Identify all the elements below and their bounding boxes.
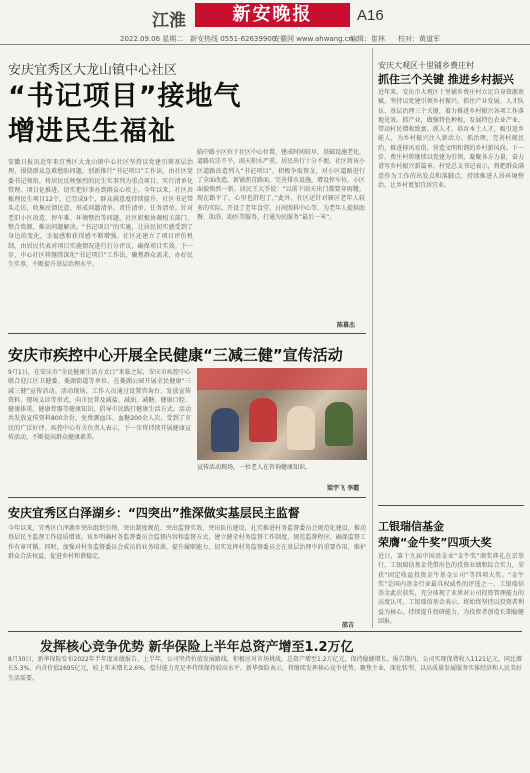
editor: 编辑：崔林 xyxy=(350,35,385,43)
section-rule-2 xyxy=(8,497,366,498)
info-bar xyxy=(0,32,530,44)
article3-byline: 邵吉 xyxy=(342,622,355,629)
column-divider xyxy=(372,48,373,628)
hotline: 新安热线 0551-62639900 xyxy=(190,35,277,43)
side1-title: 抓住三个关键 推进乡村振兴 xyxy=(378,73,514,86)
side1-body: 近年来，安庆市大观区十里铺乡费庄村立足自身资源禀赋，坚持以党建引领乡村振兴，抓住产业发展、人才队伍、基层治理三个关键，着力推进乡村振兴各项工作落地见效。抓产业，做强特色种植，发展特色农业产业，带动村民增收致富。抓人才，培育本土人才，吸引返乡能人，为乡村振兴注入新活力。抓治理，完善村规民约，推进移风易俗，营造文明和谐的乡村新风尚。下一步，费庄村将继续以党建为引领，凝聚各方力量，奋力谱写乡村振兴新篇章。村党总支书记表示，将把群众满意作为工作的出发点和落脚点，持续推进人居环境整治，让乡村更加宜居宜业。 xyxy=(378,89,524,189)
side-rule xyxy=(378,505,524,506)
article2-byline: 梁宇飞 李霞 xyxy=(327,485,360,492)
article1-title-line2: 增进民生福祉 xyxy=(8,116,176,147)
masthead xyxy=(0,0,530,32)
article1-byline: 陈慕杰 xyxy=(337,322,356,329)
article1-kicker: 安庆宜秀区大龙山镇中心社区 xyxy=(8,63,178,78)
section-rule-3 xyxy=(8,631,522,632)
article2-body: 9月1日，在安庆市“全民健康生活方式日”来临之际，安庆市疾控中心联合迎江区卫健委、菱湖街道等单位，在菱湖公园开展全民健康“三减三健”宣传活动。活动现场，工作人员通过设置咨询台、发放宣传资料、现场义诊等形式，向市民普及减盐、减油、减糖、健康口腔、健康体重、健康骨骼等健康知识，倡导市民践行健康生活方式。活动共发放宣传资料800余份，免费测血压、血糖200余人次，受到了市民的广泛好评。疾控中心有关负责人表示，下一步将持续开展健康宣传活动，不断提高群众健康素养。 xyxy=(8,369,191,442)
article1-column2: 临中路小区位于社区中心位置，建成时间较早，基础设施老化，道路坑洼不平，雨天积水严重，居民出行十分不便。社区将该小区道路改造列入“书记项目”，积极争取资金，对小区道路进行了全面改造，新铺沥青路面，完善排水设施，增设停车位，小区面貌焕然一新。居民王大爷说：“以前下雨天出门都要穿雨靴，现在路平了，心里也舒坦了。”此外，社区还针对辖区老年人较多的实际，开设了老年食堂、日间照料中心等，为老年人提供助餐、助浴、助医等服务，打通为民服务“最后一米”。 xyxy=(197,149,365,222)
side2-body: 近日，第十九届中国基金业“金牛奖”颁奖典礼在京举行，工银瑞信基金凭借出色的投资业绩和综合实力，荣获“固定收益投资金牛基金公司”等四项大奖。“金牛奖”是国内基金行业最具权威性的评选之一，工银瑞信基金此次获奖，充分体现了业界对公司投资管理能力的高度认可。工银瑞信基金表示，将始终坚持以投资者利益为核心，持续提升投研能力，为投资者创造长期稳健回报。 xyxy=(378,553,524,626)
article1-column1: 安徽日报讯近年来宜秀区大龙山镇中心社区坚持以党建引领基层治理，围绕群众急难愁盼问题，创新推行“书记项目”工作法，由社区党委书记领衔，将居民反映强烈的民生实事列为重点项目，实行清单化管理、项目化推进，切实把好事办到群众心坎上。今年以来，社区共梳理民生项目12个，已完成9个，群众满意度持续提升。社区书记带头走访，收集民情民意，形成问题清单、责任清单、任务清单。针对老旧小区改造、停车难、环境整治等问题，社区积极协调相关部门，整合资源，推动问题解决。“书记项目”的实施，让居民切实感受到了身边的变化，幸福感和获得感不断增强。社区还建立了项目评价机制，由居民代表对项目实施情况进行打分评议，确保项目实效。下一步，中心社区将继续深化“书记项目”工作法，聚焦群众需求，办好民生实事，不断提升基层治理水平。 xyxy=(8,159,193,269)
proofreader: 校对：黄道军 xyxy=(398,35,440,43)
website: 安徽网 www.ahwang.cn xyxy=(273,35,354,43)
event-photo xyxy=(197,368,367,460)
page-number: A16 xyxy=(357,7,384,24)
article4-title: 发挥核心竞争优势 新华保险上半年总资产增至1.2万亿 xyxy=(40,640,354,655)
side2-kicker: 工银瑞信基金 xyxy=(378,520,444,533)
side1-kicker: 安庆大观区十里铺乡费庄村 xyxy=(378,61,474,70)
article4-body: 8月30日，新华保险发布2022年半年度业绩报告。上半年，公司坚持价值发展路线，积极应对市场挑战，总资产增至1.2万亿元，保持稳健增长。报告期内，公司实现保费收入1121亿元，同比增长5.3%，内含价值2695亿元，较上年末增长2.6%，偿付能力充足率持续保持较高水平。新华保险表示，将继续发挥核心竞争优势，聚焦主业，深化转型，以高质量发展服务实体经济和人民美好生活需要。 xyxy=(8,656,522,682)
side2-title: 荣膺“金牛奖”四项大奖 xyxy=(378,536,492,549)
article1-title-line1: “书记项目”接地气 xyxy=(8,81,242,112)
header-rule xyxy=(0,44,530,45)
photo-caption: 宣传活动现场，一位老人在咨询健康知识。 xyxy=(197,464,312,471)
section-rule-1 xyxy=(8,333,366,334)
issue-date: 2022.09.06 星期二 xyxy=(120,35,184,43)
article2-title: 安庆市疾控中心开展全民健康“三减三健”宣传活动 xyxy=(8,346,343,364)
newspaper-logo: 新安晚报 xyxy=(195,3,350,27)
article3-body: 今年以来，宜秀区白泽湖乡突出组织引领、突出制度规范、突出监督实效、突出队伍建设，扎实推进村务监督委员会规范化建设，推动基层民主监督工作提质增效。该乡明确村务监督委员会监督内容和监督方式，建立健全村务监督工作制度，规范监督程序，确保监督工作有章可循。同时，加强对村务监督委员会成员的业务培训，提升履职能力，切实发挥村务监督委员会在基层治理中的重要作用，维护群众合法权益，促进乡村和谐稳定。 xyxy=(8,525,366,560)
article3-title: 安庆宜秀区白泽湖乡：“四突出”推深做实基层民主监督 xyxy=(8,506,300,520)
masthead-city: 江淮 xyxy=(152,11,186,31)
